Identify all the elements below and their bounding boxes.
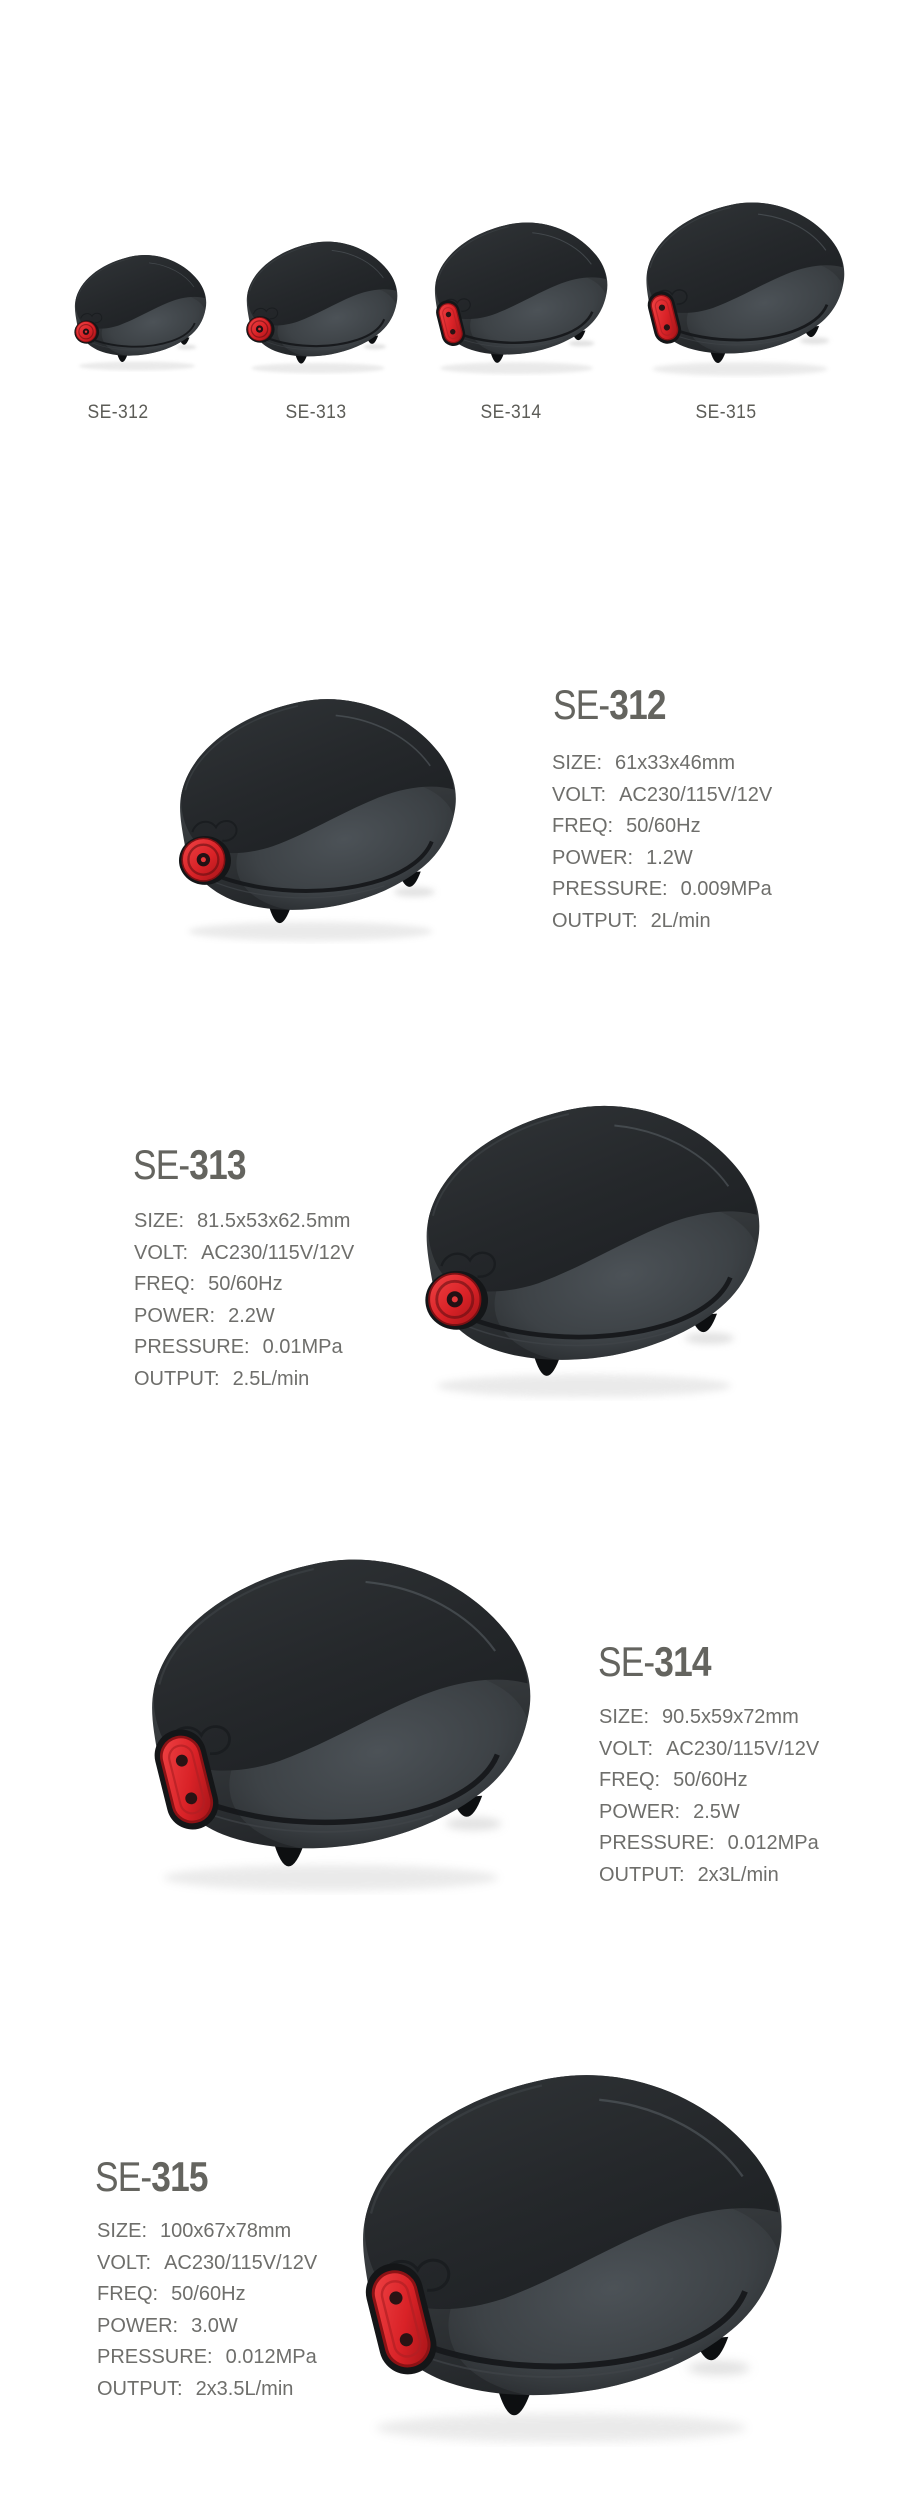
spec-row-volt: VOLT: AC230/115V/12V (97, 2251, 318, 2274)
section-title-se-313 (133, 1142, 246, 1188)
air-pump-image-se-314 (115, 1528, 547, 1895)
spec-row-pressure: PRESSURE: 0.012MPa (97, 2346, 317, 2368)
section-title-number: 315 (151, 2153, 208, 2200)
spec-row-freq: FREQ: 50/60Hz (97, 2283, 246, 2305)
spec-row-output: OUTPUT: 2x3L/min (599, 1863, 779, 1886)
spec-row-power: POWER: 2.2W (134, 1304, 275, 1327)
section-title-prefix: SE- (95, 2153, 152, 2200)
section-title-se-315 (95, 2154, 208, 2200)
air-pump-image-small-se-312 (62, 244, 212, 372)
air-pump-image-small-se-314 (418, 208, 615, 376)
section-title-number: 312 (609, 681, 666, 728)
spec-row-size: SIZE: 90.5x59x72mm (599, 1706, 799, 1728)
spec-row-pressure: PRESSURE: 0.01MPa (134, 1336, 343, 1358)
spec-row-size: SIZE: 81.5x53x62.5mm (134, 1210, 351, 1232)
spec-row-freq: FREQ: 50/60Hz (599, 1769, 748, 1791)
spec-row-output: OUTPUT: 2x3.5L/min (97, 2377, 294, 2400)
model-label-se-314: SE-314 (480, 402, 542, 423)
section-title-number: 314 (654, 1638, 711, 1685)
spec-row-size: SIZE: 61x33x46mm (552, 752, 736, 774)
section-title-se-312 (553, 682, 666, 728)
spec-list-se-312 (552, 748, 772, 937)
model-label-se-312: SE-312 (87, 402, 149, 423)
spec-row-power: POWER: 3.0W (97, 2314, 238, 2337)
section-title-prefix: SE- (553, 681, 610, 728)
spec-row-volt: VOLT: AC230/115V/12V (552, 783, 773, 806)
air-pump-image-se-312 (153, 676, 468, 944)
air-pump-image-small-se-315 (627, 186, 853, 378)
spec-row-pressure: PRESSURE: 0.009MPa (552, 878, 772, 900)
spec-row-pressure: PRESSURE: 0.012MPa (599, 1832, 819, 1854)
air-pump-image-small-se-313 (232, 229, 404, 375)
model-label-se-315: SE-315 (695, 402, 757, 423)
spec-row-output: OUTPUT: 2.5L/min (134, 1367, 310, 1390)
spec-list-se-315 (97, 2216, 317, 2405)
spec-row-size: SIZE: 100x67x78mm (97, 2220, 292, 2242)
air-pump-image-se-313 (394, 1078, 774, 1401)
spec-row-volt: VOLT: AC230/115V/12V (599, 1737, 820, 1760)
spec-list-se-313 (134, 1206, 354, 1395)
section-title-prefix: SE- (133, 1141, 190, 1188)
spec-row-volt: VOLT: AC230/115V/12V (134, 1241, 355, 1264)
spec-row-freq: FREQ: 50/60Hz (134, 1273, 283, 1295)
model-label-se-313: SE-313 (285, 402, 347, 423)
spec-row-output: OUTPUT: 2L/min (552, 909, 711, 932)
section-title-se-314 (598, 1639, 711, 1685)
section-title-number: 313 (189, 1141, 246, 1188)
air-pump-image-se-315 (322, 2040, 800, 2447)
spec-row-freq: FREQ: 50/60Hz (552, 815, 701, 837)
section-title-prefix: SE- (598, 1638, 655, 1685)
spec-row-power: POWER: 1.2W (552, 846, 693, 869)
spec-list-se-314 (599, 1702, 819, 1891)
spec-row-power: POWER: 2.5W (599, 1800, 740, 1823)
